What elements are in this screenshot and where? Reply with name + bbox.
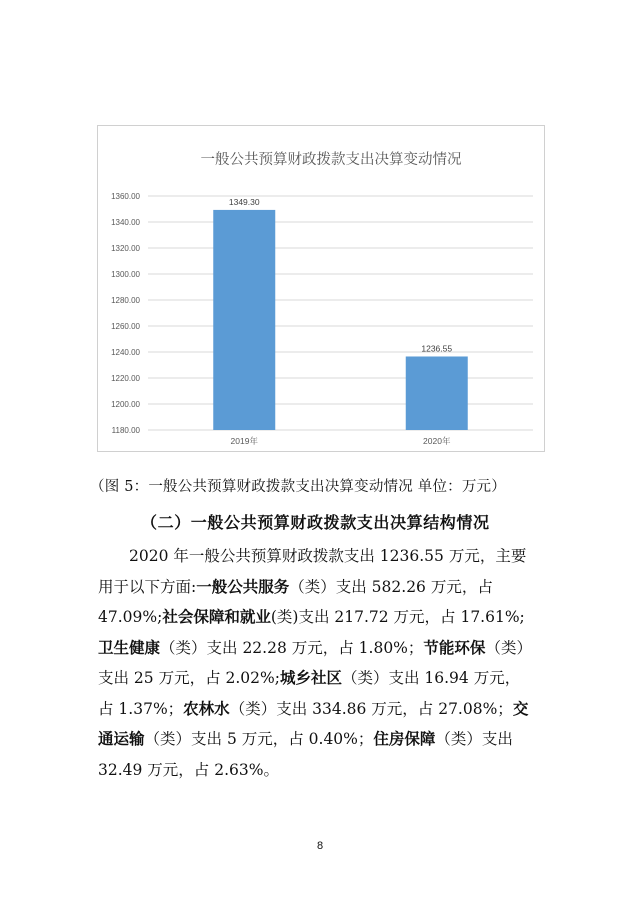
y-tick-label: 1220.00 [111, 374, 140, 383]
page-number: 8 [316, 840, 324, 852]
bar-chart [97, 125, 545, 452]
bar [406, 356, 468, 430]
category-urban-rural-community: 城乡社区 [279, 668, 342, 687]
figure-caption: （图 5：一般公共预算财政拨款支出决算变动情况 单位：万元） [90, 479, 506, 495]
y-tick-label: 1180.00 [111, 426, 140, 435]
paragraph-line-8: 32.49 万元，占 2.63%。 [98, 760, 279, 779]
y-tick-label: 1300.00 [111, 270, 140, 279]
chart-title: 一般公共预算财政拨款支出决算变动情况 [200, 152, 462, 168]
category-agriculture-forestry-water: 农林水 [183, 698, 230, 718]
section-heading: （二）一般公共预算财政拨款支出决算结构情况 [141, 513, 490, 532]
y-tick-label: 1280.00 [111, 296, 140, 305]
category-health: 卫生健康 [98, 637, 161, 657]
y-tick-label: 1320.00 [111, 244, 140, 253]
y-tick-label: 1360.00 [111, 192, 140, 201]
bar [213, 210, 275, 430]
x-tick-label: 2020年 [423, 436, 451, 446]
category-energy-environment: 节能环保 [423, 637, 486, 657]
y-tick-label: 1260.00 [111, 322, 140, 331]
paragraph-line-4: 卫生健康（类）支出 22.28 万元，占 1.80%；节能环保（类） [98, 637, 532, 657]
paragraph-line-6: 占 1.37%；农林水（类）支出 334.86 万元，占 27.08%；交 [98, 698, 529, 718]
category-social-security: 社会保障和就业 [162, 607, 271, 626]
x-tick-label: 2019年 [230, 436, 258, 446]
paragraph-line-1: 2020 年一般公共预算财政拨款支出 1236.55 万元，主要 [129, 547, 527, 565]
y-tick-label: 1200.00 [111, 400, 140, 409]
bar-data-label: 1236.55 [421, 343, 453, 354]
y-tick-label: 1340.00 [111, 218, 140, 227]
category-transport-end: 通运输 [98, 729, 145, 748]
y-tick-label: 1240.00 [111, 348, 140, 357]
paragraph-line-5: 支出 25 万元，占 2.02%;城乡社区（类）支出 16.94 万元， [98, 668, 521, 687]
chart-svg [98, 126, 546, 453]
category-housing: 住房保障 [373, 729, 436, 748]
paragraph-line-2: 用于以下方面:一般公共服务（类）支出 582.26 万元，占 [98, 576, 493, 596]
bar-data-label: 1349.30 [228, 196, 260, 207]
body-paragraph [98, 541, 548, 785]
paragraph-line-7: 通运输（类）支出 5 万元，占 0.40%；住房保障（类）支出 [98, 729, 513, 748]
category-transport-start: 交 [512, 698, 529, 718]
category-general-public-services: 一般公共服务 [196, 576, 290, 596]
paragraph-line-3: 47.09%;社会保障和就业(类)支出 217.72 万元，占 17.61%; [98, 607, 525, 626]
